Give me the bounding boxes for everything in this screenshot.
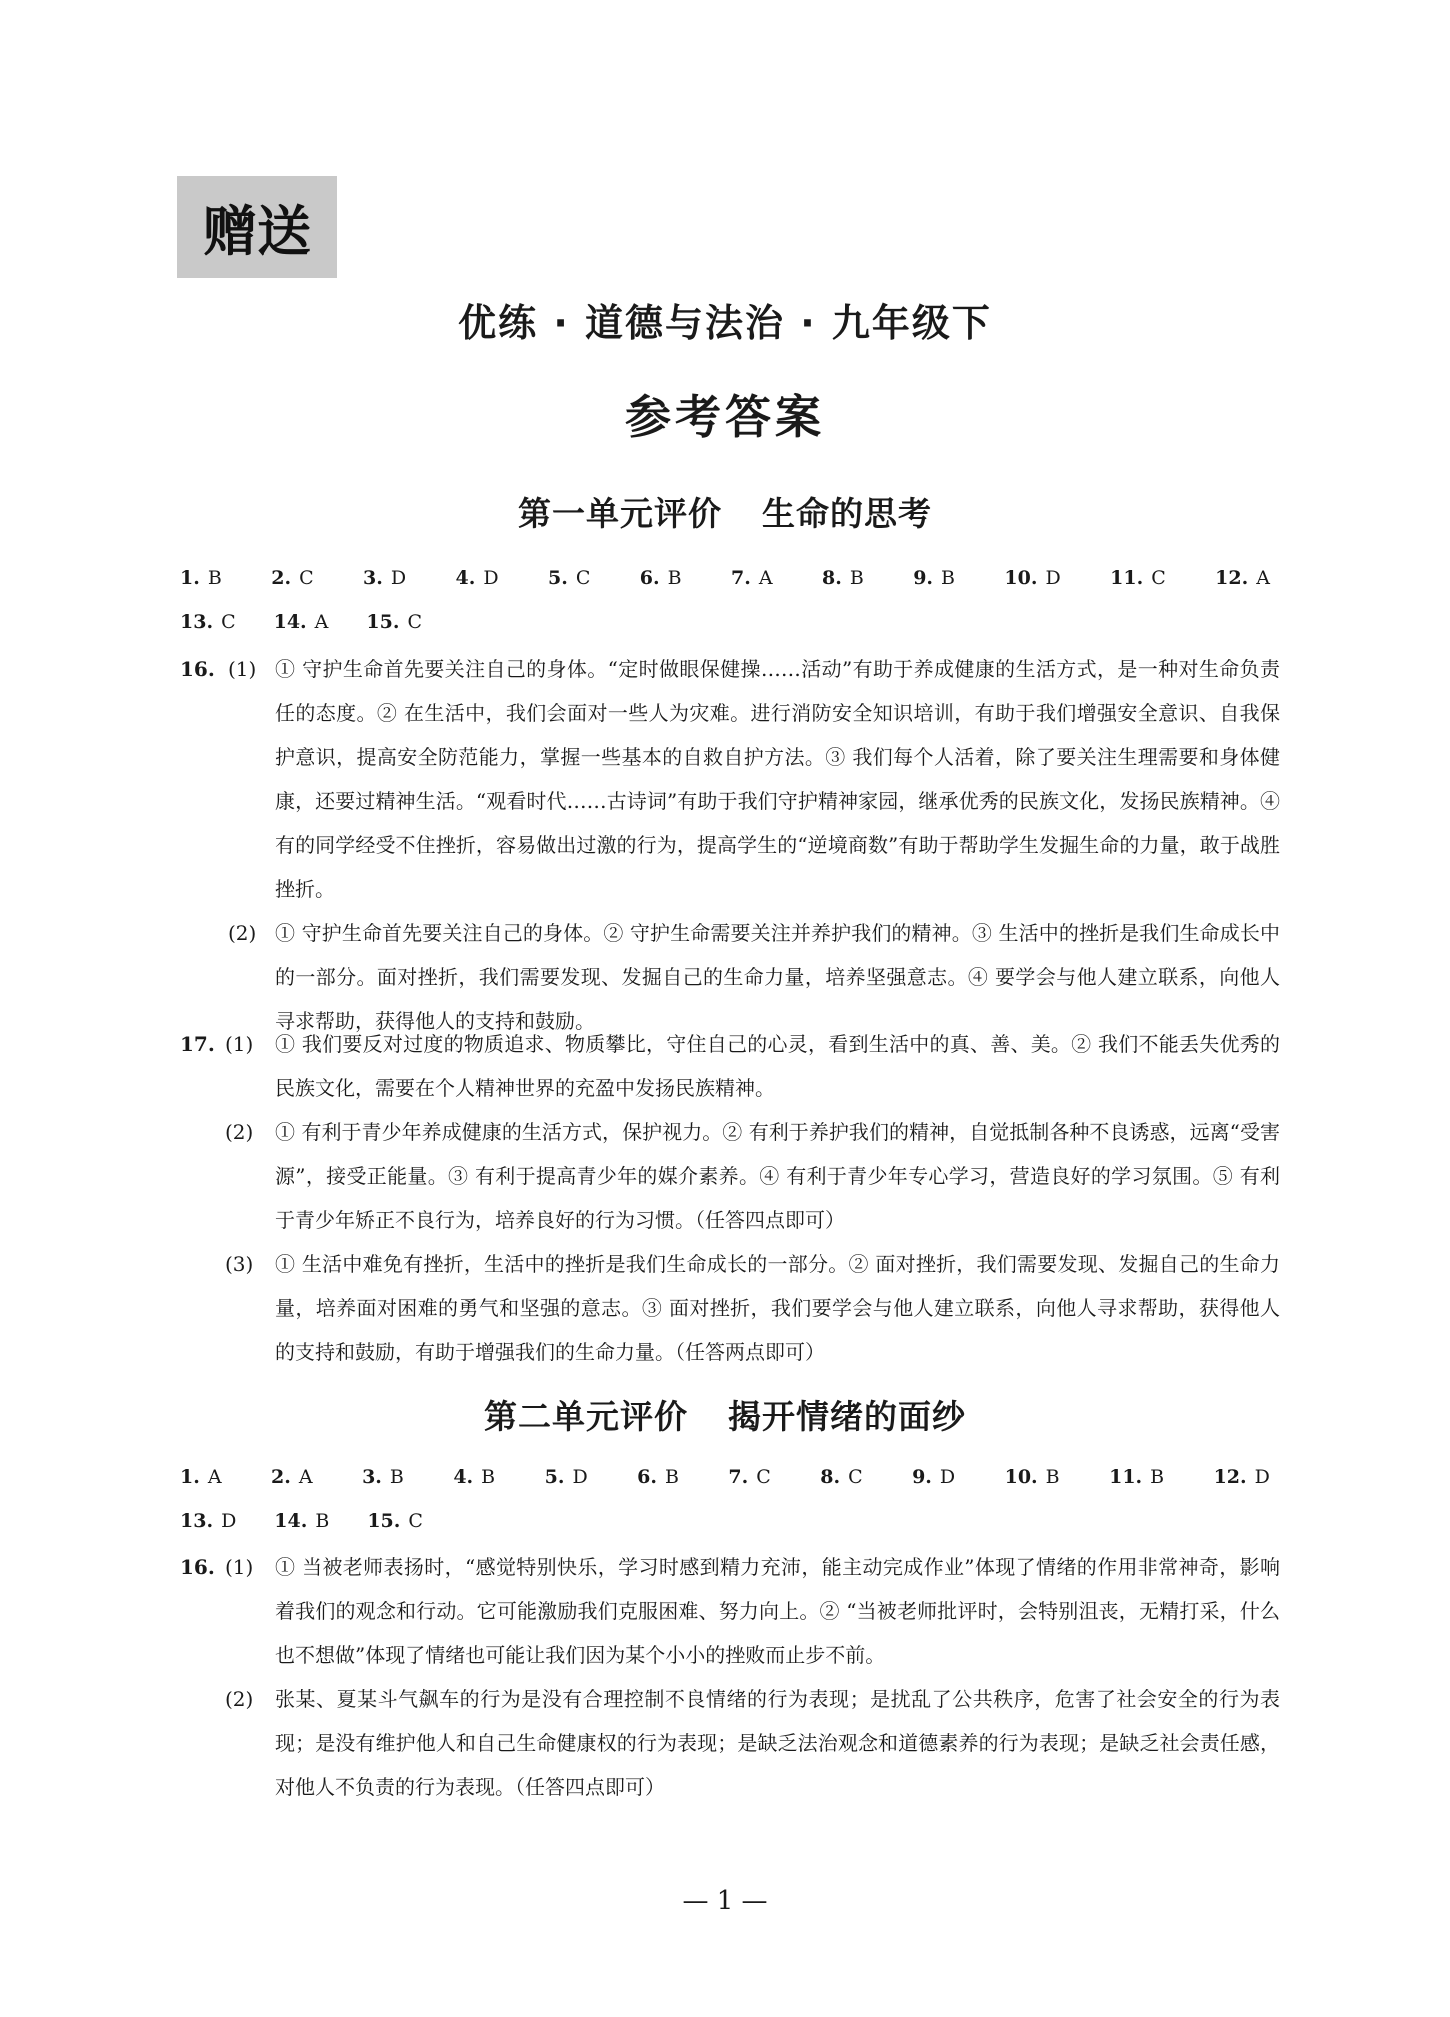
choice-number: 13.	[180, 611, 214, 633]
question-number: 17.	[180, 1032, 215, 1056]
choice-letter: B	[667, 567, 682, 589]
choice-answer	[367, 1510, 423, 1532]
choice-answer	[637, 1466, 679, 1488]
choice-answer	[363, 567, 406, 589]
choice-answer	[180, 567, 222, 589]
choice-letter: C	[575, 567, 591, 589]
choice-letter: B	[664, 1466, 679, 1488]
choice-letter: B	[941, 567, 956, 589]
choice-number: 7.	[728, 1466, 749, 1488]
unit1-question-17	[180, 1022, 1280, 1374]
unit2-choice-row-1	[180, 1455, 1270, 1499]
answer-text: 张某、夏某斗气飙车的行为是没有合理控制不良情绪的行为表现；是扰乱了公共秩序，危害了社会安全的行为表现；是没有维护他人和自己生命健康权的行为表现；是缺乏法治观念和道德素养的行为表现；是缺乏社会责任感，对他人不负责的行为表现。（任答四点即可）	[275, 1687, 1280, 1799]
choice-letter: C	[221, 611, 236, 633]
choice-answer	[180, 611, 236, 633]
choice-letter: A	[298, 1466, 313, 1488]
unit2-choice-answers	[180, 1455, 1270, 1543]
choice-number: 4.	[455, 567, 476, 589]
choice-number: 2.	[271, 567, 292, 589]
part-label: (2)	[225, 1687, 254, 1711]
answer-part	[180, 1545, 1280, 1677]
choice-letter: C	[756, 1466, 771, 1488]
answer-text: ① 有利于青少年养成健康的生活方式，保护视力。② 有利于养护我们的精神，自觉抵制各种不良诱惑，远离“受害源”，接受正能量。③ 有利于提高青少年的媒介素养。④ 有利于青少年专心学习，营造良好的学习氛围。⑤ 有利于青少年矫正不良行为，培养良好的行为习惯。（任答四点即可）	[275, 1120, 1280, 1232]
choice-number: 3.	[362, 1466, 382, 1488]
unit1-title-a: 第一单元评价	[518, 494, 722, 533]
choice-letter: B	[849, 567, 864, 589]
choice-answer	[1004, 567, 1060, 589]
choice-number: 14.	[274, 1510, 308, 1532]
part-label: (1)	[225, 1555, 254, 1579]
choice-answer	[820, 1466, 862, 1488]
unit1-choice-row-2	[180, 600, 1270, 644]
page-number: — 1 —	[682, 1886, 768, 1916]
choice-letter: D	[390, 567, 407, 589]
choice-answer	[913, 567, 955, 589]
answer-part	[180, 1677, 1280, 1809]
gift-badge: 赠送	[177, 176, 337, 278]
choice-number: 2.	[271, 1466, 291, 1488]
unit2-heading	[0, 1391, 1450, 1438]
answer-text: ① 我们要反对过度的物质追求、物质攀比，守住自己的心灵，看到生活中的真、善、美。② 我们不能丢失优秀的民族文化，需要在个人精神世界的充盈中发扬民族精神。	[275, 1032, 1280, 1100]
choice-letter: A	[207, 1466, 222, 1488]
choice-letter: D	[1045, 567, 1061, 589]
choice-answer	[366, 611, 422, 633]
choice-answer	[1109, 1466, 1164, 1488]
choice-number: 3.	[363, 567, 383, 589]
choice-letter: B	[389, 1466, 404, 1488]
choice-letter: D	[1254, 1466, 1270, 1488]
answer-part	[180, 647, 1280, 911]
choice-number: 12.	[1215, 567, 1249, 589]
part-label: (1)	[228, 657, 257, 681]
choice-letter: B	[315, 1510, 330, 1532]
choice-answer	[271, 1466, 313, 1488]
choice-letter: A	[758, 567, 773, 589]
choice-number: 9.	[913, 567, 934, 589]
answer-part	[180, 1242, 1280, 1374]
book-title: 优练 · 道德与法治 · 九年级下	[458, 301, 992, 345]
choice-letter: A	[314, 611, 329, 633]
answer-text: ① 守护生命首先要关注自己的身体。② 守护生命需要关注并养护我们的精神。③ 生活中的挫折是我们生命成长中的一部分。面对挫折，我们需要发现、发掘自己的生命力量，培养坚强意志。④ 要学会与他人建立联系，向他人寻求帮助，获得他人的支持和鼓励。	[275, 921, 1280, 1033]
unit2-title-a: 第二单元评价	[484, 1397, 688, 1436]
choice-answer	[180, 1510, 236, 1532]
choice-number: 5.	[547, 567, 568, 589]
choice-answer	[545, 1466, 588, 1488]
choice-number: 4.	[453, 1466, 474, 1488]
choice-number: 10.	[1004, 1466, 1038, 1488]
choice-number: 14.	[273, 611, 307, 633]
choice-answer	[1214, 1466, 1270, 1488]
choice-answer	[271, 567, 313, 589]
choice-answer	[274, 611, 329, 633]
document-title: 参考答案	[625, 390, 825, 444]
choice-letter: A	[1256, 567, 1270, 589]
part-label: (3)	[225, 1252, 254, 1276]
choice-number: 8.	[821, 567, 842, 589]
choice-number: 9.	[912, 1466, 932, 1488]
unit2-choice-row-2	[180, 1499, 1270, 1543]
choice-answer	[640, 567, 682, 589]
choice-answer	[1215, 567, 1270, 589]
choice-letter: B	[1150, 1466, 1165, 1488]
unit1-choice-row-1	[180, 556, 1270, 600]
choice-letter: C	[1151, 567, 1166, 589]
choice-letter: D	[939, 1466, 956, 1488]
choice-letter: C	[299, 567, 314, 589]
choice-number: 7.	[731, 567, 751, 589]
answer-text: ① 守护生命首先要关注自己的身体。“定时做眼保健操……活动”有助于养成健康的生活方式，是一种对生命负责任的态度。② 在生活中，我们会面对一些人为灾难。进行消防安全知识培训，有助于我们增强安全意识、自我保护意识，提高安全防范能力，掌握一些基本的自救自护方法。③ 我们每个人活着，除了要关注生理需要和身体健康，还要过精神生活。“观看时代……古诗词”有助于我们守护精神家园，继承优秀的民族文化，发扬民族精神。④ 有的同学经受不住挫折，容易做出过激的行为，提高学生的“逆境商数”有助于帮助学生发掘生命的力量，敢于战胜挫折。	[275, 657, 1280, 901]
choice-number: 6.	[637, 1466, 657, 1488]
choice-answer	[1005, 1466, 1060, 1488]
choice-number: 13.	[180, 1510, 214, 1532]
choice-letter: B	[207, 567, 222, 589]
choice-number: 12.	[1213, 1466, 1247, 1488]
choice-number: 1.	[180, 1466, 200, 1488]
choice-answer	[362, 1466, 404, 1488]
choice-answer	[822, 567, 864, 589]
question-number: 16.	[180, 657, 215, 681]
choice-letter: B	[1045, 1466, 1060, 1488]
unit1-title-b: 生命的思考	[762, 494, 932, 533]
unit1-question-16	[180, 647, 1280, 1043]
choice-number: 5.	[544, 1466, 565, 1488]
part-label: (2)	[228, 921, 257, 945]
unit2-title-b: 揭开情绪的面纱	[728, 1397, 966, 1436]
choice-answer	[453, 1466, 495, 1488]
answer-text: ① 生活中难免有挫折，生活中的挫折是我们生命成长的一部分。② 面对挫折，我们需要发现、发掘自己的生命力量，培养面对困难的勇气和坚强的意志。③ 面对挫折，我们要学会与他人建立联系，向他人寻求帮助，获得他人的支持和鼓励，有助于增强我们的生命力量。（任答两点即可）	[275, 1252, 1280, 1364]
choice-letter: D	[572, 1466, 588, 1488]
unit2-question-16	[180, 1545, 1280, 1809]
choice-number: 11.	[1110, 567, 1144, 589]
choice-letter: C	[408, 1510, 423, 1532]
choice-letter: D	[483, 567, 499, 589]
unit1-choice-answers	[180, 556, 1270, 644]
part-label: (2)	[225, 1120, 254, 1144]
choice-answer	[548, 567, 590, 589]
choice-number: 8.	[820, 1466, 841, 1488]
choice-answer	[274, 1510, 329, 1532]
choice-number: 15.	[367, 1510, 401, 1532]
choice-number: 15.	[366, 611, 400, 633]
choice-answer	[180, 1466, 222, 1488]
choice-letter: D	[221, 1510, 237, 1532]
choice-number: 10.	[1004, 567, 1038, 589]
choice-answer	[912, 1466, 955, 1488]
choice-letter: C	[848, 1466, 863, 1488]
choice-answer	[1110, 567, 1166, 589]
question-number: 16.	[180, 1555, 215, 1579]
answer-part	[180, 1110, 1280, 1242]
choice-number: 1.	[180, 567, 200, 589]
choice-answer	[731, 567, 773, 589]
choice-letter: C	[407, 611, 423, 633]
answer-text: ① 当被老师表扬时，“感觉特别快乐，学习时感到精力充沛，能主动完成作业”体现了情绪的作用非常神奇，影响着我们的观念和行动。它可能激励我们克服困难、努力向上。② “当被老师批评时，会特别沮丧，无精打采，什么也不想做”体现了情绪也可能让我们因为某个小小的挫败而止步不前。	[275, 1555, 1280, 1667]
unit1-heading	[0, 488, 1450, 535]
choice-number: 11.	[1109, 1466, 1143, 1488]
choice-answer	[728, 1466, 770, 1488]
choice-answer	[456, 567, 499, 589]
part-label: (1)	[225, 1032, 254, 1056]
choice-letter: B	[481, 1466, 496, 1488]
choice-number: 6.	[639, 567, 660, 589]
answer-part	[180, 1022, 1280, 1110]
